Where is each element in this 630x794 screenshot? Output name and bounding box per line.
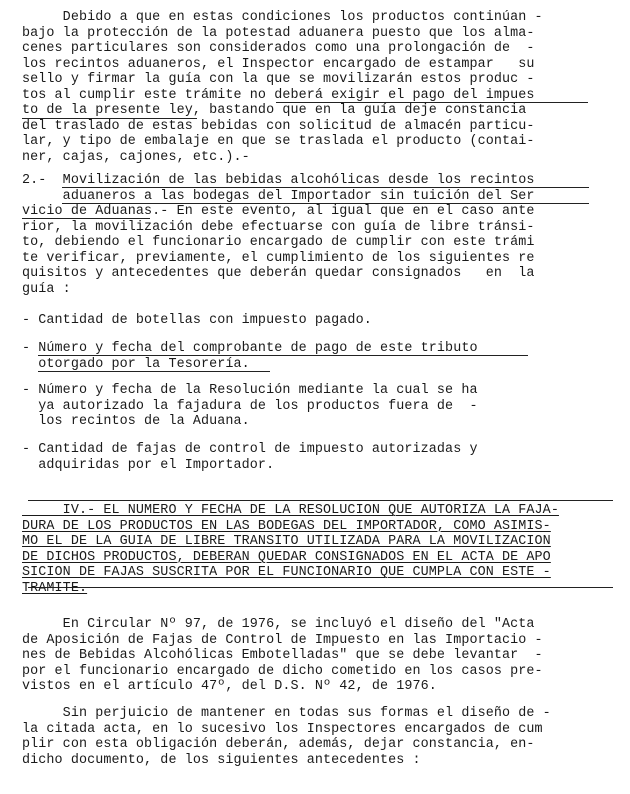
text-line: te verificar, previamente, el cumplimiento de los siguientes re bbox=[22, 250, 535, 266]
underline-mark bbox=[38, 371, 270, 372]
text-line: vicio de Aduanas.- En este evento, al igual que en el caso ante bbox=[22, 204, 535, 219]
text-line: bajo la protección de la potestad aduanera puesto que los alma- bbox=[22, 25, 535, 41]
text-line: tos al cumplir este trámite no deberá exigir el pago del impues bbox=[22, 87, 535, 103]
text-line: plir con esta obligación deberán, además, dejar constancia, en- bbox=[22, 737, 535, 752]
text-line: por el funcionario encargado de dicho cometido en los casos pre- bbox=[22, 663, 543, 679]
text-line: la citada acta, en lo sucesivo los Inspectores encargados de cum bbox=[22, 721, 543, 737]
list-item-cont: los recintos de la Aduana. bbox=[22, 414, 250, 429]
text-line: los recintos aduaneros, el Inspector encargado de estampar su bbox=[22, 56, 535, 72]
underline-mark bbox=[22, 218, 150, 219]
section-heading-line: aduaneros a las bodegas del Importador sin tuición del Ser bbox=[22, 188, 535, 204]
text-line: del traslado de estas bebidas con solicitud de almacén particu- bbox=[22, 118, 535, 134]
list-item-cont: adquiridas por el Importador. bbox=[22, 457, 275, 473]
text-line: to de la presente ley, bastando que en la guía deje constancia bbox=[22, 103, 527, 118]
text-line: to, debiendo el funcionario encargado de cumplir con este trámi bbox=[22, 235, 535, 250]
text-line: nes de Bebidas Alcohólicas Embotelladas" que se debe levantar - bbox=[22, 648, 543, 663]
text-line: IV.- EL NUMERO Y FECHA DE LA RESOLUCION QUE AUTORIZA LA FAJA- bbox=[22, 503, 559, 518]
text-line: En Circular Nº 97, de 1976, se incluyó el diseño del "Acta bbox=[22, 617, 535, 632]
text-line: MO EL DE LA GUIA DE LIBRE TRANSITO UTILIZADA PARA LA MOVILIZACION bbox=[22, 534, 551, 549]
text-line: Debido a que en estas condiciones los productos continúan - bbox=[22, 10, 543, 25]
list-item: - Cantidad de botellas con impuesto pagado. bbox=[22, 313, 372, 328]
list-item: - Número y fecha de la Resolución mediante la cual se ha bbox=[22, 383, 478, 398]
text-line: rior, la movilización debe efectuarse con guía de libre tránsi- bbox=[22, 219, 535, 235]
text-line: TRAMITE. bbox=[22, 580, 88, 596]
list-item: - Número y fecha del comprobante de pago de este tributo bbox=[22, 341, 478, 356]
underline-mark bbox=[62, 187, 589, 188]
text-line: ner, cajas, cajones, etc.).- bbox=[22, 149, 250, 165]
section-heading-line: 2.- Movilización de las bebidas alcohólicas desde los recintos bbox=[22, 173, 535, 188]
text-line: cenes particulares son considerados como una prolongación de - bbox=[22, 41, 535, 56]
text-line: de Aposición de Fajas de Control de Impuesto en las Importacio - bbox=[22, 632, 543, 648]
text-line: DE DICHOS PRODUCTOS, DEBERAN QUEDAR CONSIGNADOS EN EL ACTA DE APO bbox=[22, 549, 551, 565]
text-line: dicho documento, de los siguientes antecedentes : bbox=[22, 752, 421, 768]
text-line: sello y firmar la guía con la que se movilizarán estos produc - bbox=[22, 72, 535, 87]
text-line: guía : bbox=[22, 281, 71, 297]
text-line: vistos en el artículo 47º, del D.S. Nº 42, de 1976. bbox=[22, 679, 437, 694]
text-line: lar, y tipo de embalaje en que se traslada el producto (contai- bbox=[22, 134, 535, 149]
underline-mark bbox=[276, 102, 588, 103]
text-line: SICION DE FAJAS SUSCRITA POR EL FUNCIONARIO QUE CUMPLA CON ESTE - bbox=[22, 565, 551, 580]
list-item: - Cantidad de fajas de control de impuesto autorizadas y bbox=[22, 442, 478, 457]
text-line: Sin perjuicio de mantener en todas sus formas el diseño de - bbox=[22, 706, 551, 721]
underline-mark bbox=[22, 118, 197, 119]
list-item-cont: otorgado por la Tesorería. bbox=[22, 356, 250, 372]
underline-mark bbox=[62, 203, 589, 204]
text-line: quisitos y antecedentes que deberán quedar consignados en la bbox=[22, 266, 535, 281]
text-line: DURA DE LOS PRODUCTOS EN LAS BODEGAS DEL IMPORTADOR, COMO ASIMIS- bbox=[22, 518, 551, 534]
underline-mark bbox=[38, 355, 528, 356]
list-item-cont: ya autorizado la fajadura de los productos fuera de - bbox=[22, 398, 478, 414]
